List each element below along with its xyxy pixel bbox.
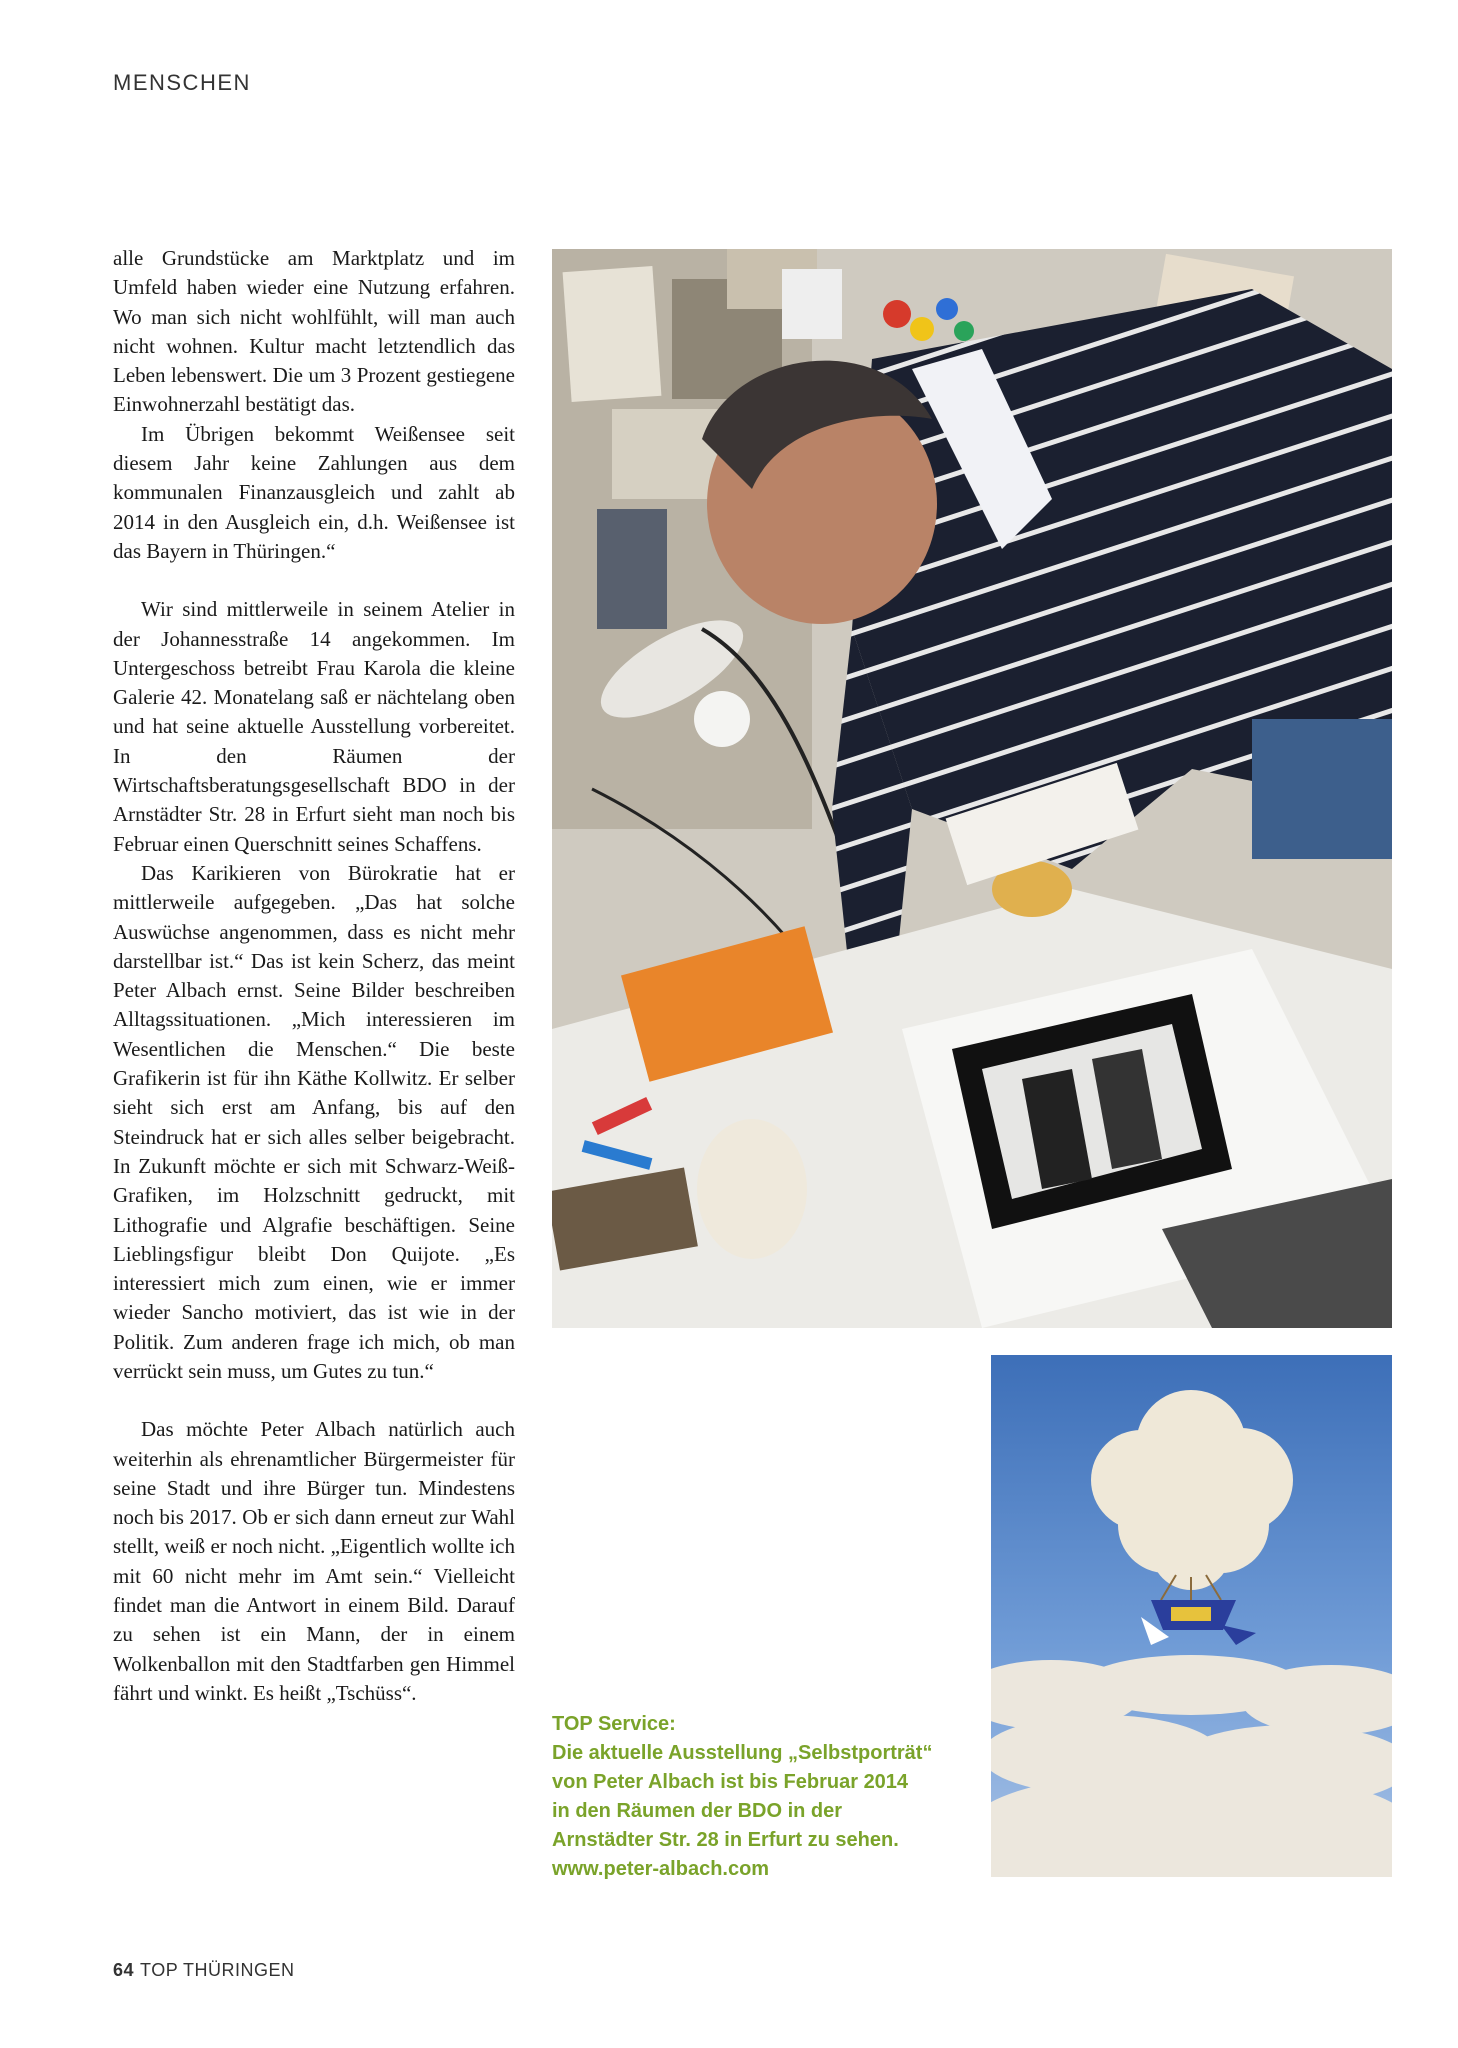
service-caption [552, 1710, 972, 1884]
artist-atelier-photo [552, 249, 1392, 1328]
atelier-photo-illustration [552, 249, 1392, 1328]
balloon-painting-image [991, 1355, 1392, 1877]
article-paragraph: Wir sind mittlerweile in seinem Atelier in der Johannesstraße 14 angekommen. Im Untergeschoss betreibt Frau Karola die kleine Galerie 42. Monatelang saß er nächtelang oben und hat seine aktuelle Ausstellung vorbereitet. In den Räumen der Wirtschaftsberatungsgesellschaft BDO in der Arnstädter Str. 28 in Erfurt sieht man noch bis Februar einen Querschnitt seines Schaffens. [113, 597, 515, 856]
caption-website-link[interactable]: www.peter-albach.com [552, 1858, 770, 1880]
article-paragraph: Das möchte Peter Albach natürlich auch weiterhin als ehrenamtlicher Bürgermeister für seine Stadt und ihre Bürger tun. Mindestens noch bis 2017. Ob er sich dann erneut zur Wahl stellt, weiß er noch nicht. „Eigentlich wollte ich mit 60 nicht mehr im Amt sein.“ Vielleicht findet man die Antwort in einem Bild. Darauf zu sehen ist ein Mann, der in einem Wolkenballon mit den Stadtfarben gen Himmel fährt und winkt. Es heißt „Tschüss“. [113, 1417, 515, 1705]
cloud-balloon-illustration [991, 1355, 1392, 1877]
article-paragraph: Das Karikieren von Bürokratie hat er mittlerweile aufgegeben. „Das hat solche Auswüchse angenommen, dass es nicht mehr darstellbar ist.“ Das ist kein Scherz, das meint Peter Albach ernst. Seine Bilder beschreiben Alltagssituationen. „Mich interessieren im Wesentlichen die Menschen.“ Die beste Grafikerin ist für ihn Käthe Kollwitz. Er selber sieht sich erst am Anfang, bis auf den Steindruck hat er sich alles selber beigebracht. In Zukunft möchte er sich mit Schwarz-Weiß-Grafiken, im Holzschnitt gedruckt, mit Lithografie und Algrafie beschäftigen. Seine Lieblingsfigur bleibt Don Quijote. „Es interessiert mich zum einen, wie er immer wieder Sancho motiviert, das ist wie in der Politik. Zum anderen frage ich mich, ob man verrückt sein muss, um Gutes zu tun.“ [113, 860, 515, 1383]
caption-heading: TOP Service: [552, 1713, 676, 1735]
article-paragraph: alle Grundstücke am Marktplatz und im Umfeld haben wieder eine Nutzung erfahren. Wo man sich nicht wohlfühlt, will man auch nicht wohnen. Kultur macht letztendlich das Leben lebenswert. Die um 3 Prozent gestiegene Einwohnerzahl bestätigt das. [113, 246, 515, 417]
caption-line: in den Räumen der BDO in der [552, 1800, 843, 1822]
caption-line: von Peter Albach ist bis Februar 2014 [552, 1771, 909, 1793]
page-footer [113, 1960, 295, 1981]
article-paragraph: Im Übrigen bekommt Weißensee seit diesem Jahr keine Zahlungen aus dem kommunalen Finanzausgleich und zahlt ab 2014 in den Ausgleich ein, d.h. Weißensee ist das Bayern in Thüringen.“ [113, 421, 515, 563]
section-label: MENSCHEN [113, 70, 251, 95]
page-number: 64 [113, 1960, 135, 1980]
caption-line: Die aktuelle Ausstellung „Selbstporträt“ [552, 1742, 933, 1764]
article-body [113, 244, 515, 1708]
magazine-name: TOP THÜRINGEN [140, 1960, 295, 1980]
caption-line: Arnstädter Str. 28 in Erfurt zu sehen. [552, 1829, 899, 1851]
